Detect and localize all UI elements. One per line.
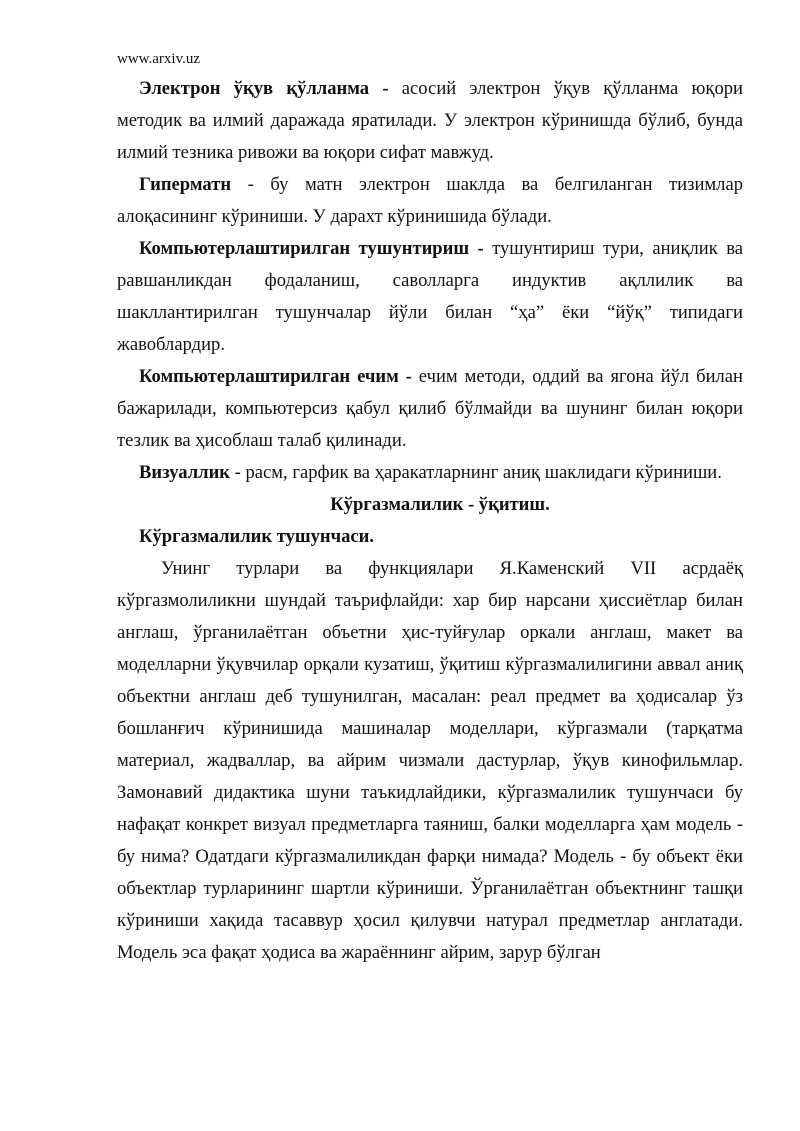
definition-term: Гиперматн xyxy=(139,174,232,195)
definition-text: тушунтириш тури, аниқлик ва равшанликдан фодаланиш, саволларга индуктив ақллилик ва шакллантирилган тушунчалар йўли билан “ҳа” ёки “йўқ” типидаги жавоблардир. xyxy=(117,238,743,355)
definition-paragraph xyxy=(117,233,743,361)
section-subtitle: Кўргазмалилик тушунчаси. xyxy=(139,526,375,547)
definition-paragraph xyxy=(117,73,743,169)
site-url: www.arxiv.uz xyxy=(117,51,201,67)
definition-text: ечим методи, оддий ва ягона йўл билан бажарилади, компьютерсиз қабул қилиб бўлмайди ва шунинг билан юқори тезлик ва ҳисоблаш талаб қилинади. xyxy=(117,366,744,451)
definition-term: Визуаллик xyxy=(139,462,230,483)
definition-text: - расм, гарфик ва ҳаракатларнинг аниқ шаклидаги кўриниши. xyxy=(230,462,722,483)
definition-paragraph xyxy=(117,169,743,233)
definition-term: Электрон ўқув қўлланма - xyxy=(139,78,389,99)
section-title: Кўргазмалилик - ўқитиш. xyxy=(330,494,550,515)
definition-term: Компьютерлаштирилган ечим - xyxy=(139,366,412,387)
definition-paragraph xyxy=(117,361,743,457)
definition-term: Компьютерлаштирилган тушунтириш - xyxy=(139,238,484,259)
definition-text: асосий электрон ўқув қўлланма юқори методик ва илмий даражада яратилади. У электрон кўринишда бўлиб, бунда илмий тезника ривожи ва юқори сифат мавжуд. xyxy=(117,78,743,163)
document-body xyxy=(117,73,743,969)
definition-text: - бу матн электрон шаклда ва белгиланган тизимлар алоқасининг кўриниши. У дарахт кўринишида бўлади. xyxy=(117,174,743,227)
body-paragraph: Унинг турлари ва функциялари Я.Каменский VII асрдаёқ кўргазмолиликни шундай таърифлайди: хар бир нарсани ҳиссиётлар билан англаш, ўрганилаётган объетни ҳис-туйғулар оркали англаш, макет ва моделларни ўқувчилар орқали кузатиш, ўқитиш кўргазмалилигини аввал аниқ объектни англаш деб тушунилган, масалан: реал предмет ва ҳодисалар ўз бошланғич кўринишида машиналар моделлари, кўргазмали (тарқатма материал, жадваллар, ва айрим чизмали дастурлар, ўқув кинофильмлар. Замонавий дидактика шуни таъкидлайдики, кўргазмалилик тушунчаси бу нафақат конкрет визуал предметларга таяниш, балки моделларга ҳам модель - бу нима? Одатдаги кўргазмалиликдан фарқи нимада? Модель - бу объект ёки объектлар турларининг шартли кўриниши. Ўрганилаётган объектнинг ташқи кўриниши хақида тасаввур ҳосил қилувчи натурал предметлар англатади. Модель эса фақат ҳодиса ва жараённинг айрим, зарур бўлган xyxy=(117,558,743,963)
definition-paragraph xyxy=(117,457,743,489)
